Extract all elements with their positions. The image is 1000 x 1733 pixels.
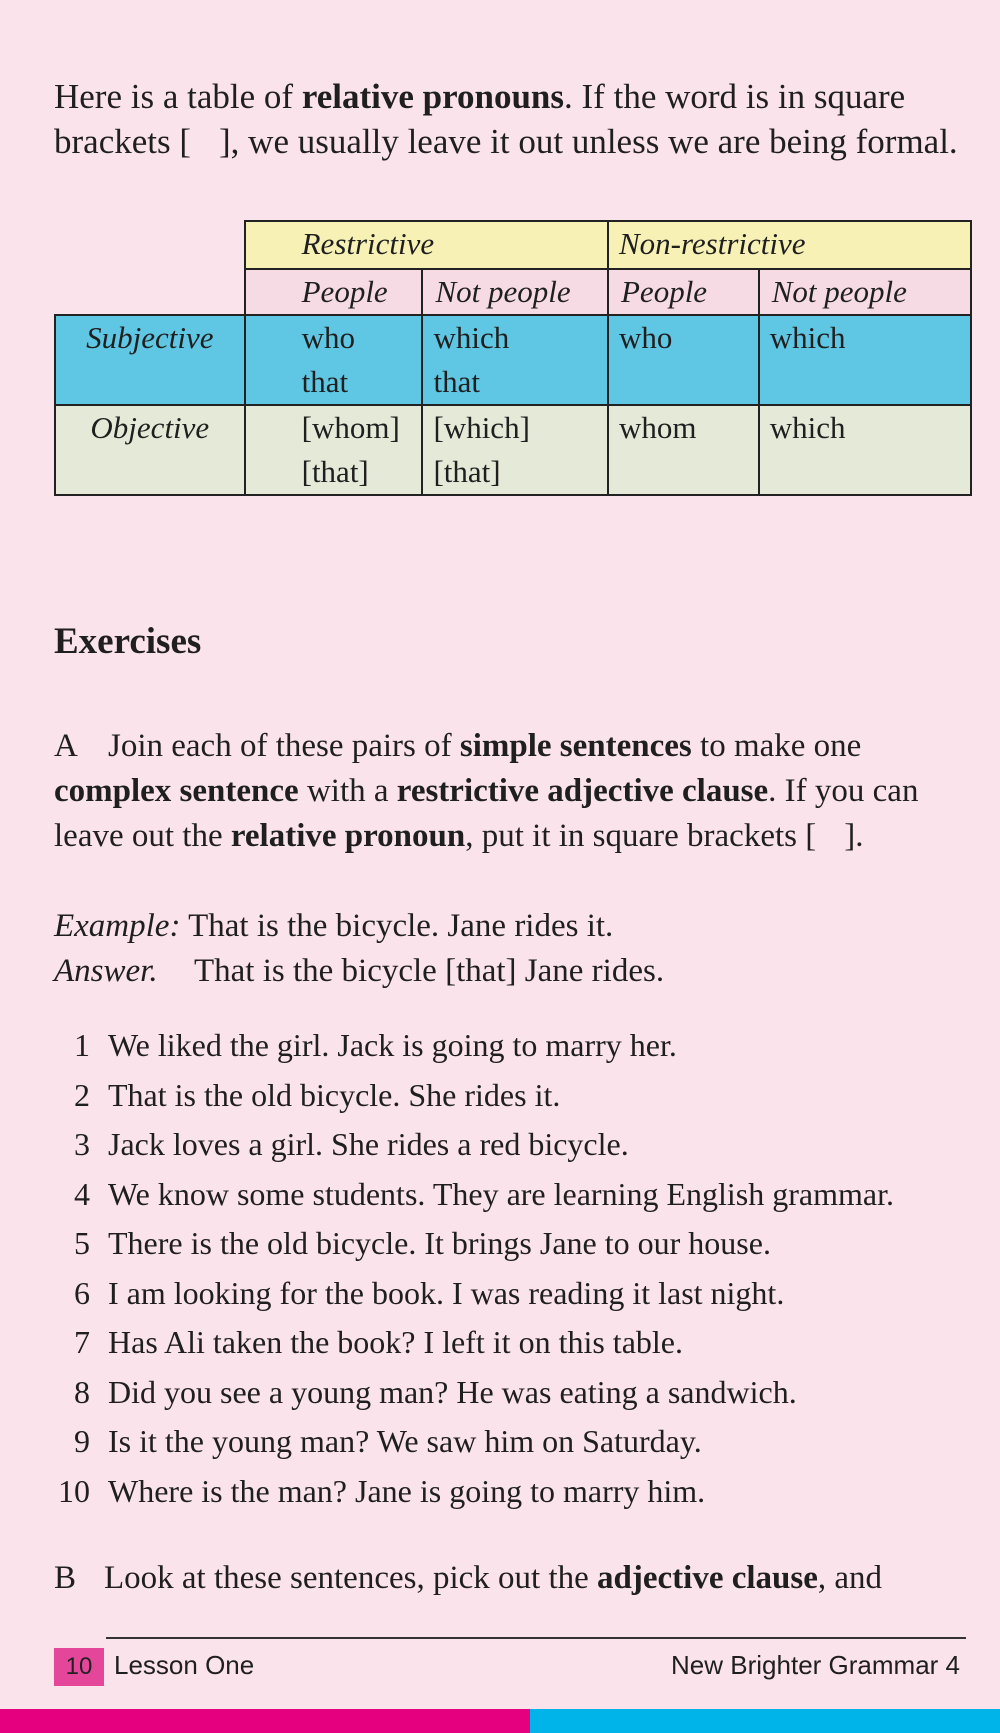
cell-text: which [769, 320, 846, 355]
instruction-bold-term: restrictive adjective clause [396, 773, 769, 809]
item-number: 6 [74, 1274, 90, 1311]
instruction-bold-term: complex sentence [54, 773, 299, 809]
item-text: That is the old bicycle. She rides it. [108, 1076, 561, 1113]
table-row-subjective [55, 315, 971, 405]
cell-text: who [619, 320, 673, 355]
table-cell [759, 315, 971, 405]
item-text: Is it the young man? We saw him on Saturday. [108, 1423, 702, 1459]
cell-text: which [433, 320, 510, 355]
table-subheader-row [55, 269, 971, 315]
item-number: 1 [74, 1027, 90, 1063]
example-text: That is the bicycle. Jane rides it. [188, 908, 614, 944]
row-label: Objective [55, 405, 245, 495]
item-text: We know some students. They are learning English grammar. [108, 1175, 894, 1212]
item-number: 4 [74, 1175, 90, 1212]
table-cell [245, 315, 423, 405]
cell-text: [that] [433, 454, 501, 489]
item-text: Jack loves a girl. She rides a red bicycle. [108, 1126, 629, 1162]
intro-text: . If the word is in square brackets [ [54, 77, 906, 161]
intro-bold-term: relative pronouns [301, 77, 565, 116]
list-item [54, 1417, 984, 1467]
item-text: Has Ali taken the book? I left it on this table. [108, 1324, 683, 1360]
item-number: 2 [74, 1076, 90, 1113]
list-item [54, 1219, 984, 1269]
subheader-people: People [608, 269, 759, 315]
footer-lesson: Lesson One [114, 1650, 255, 1680]
instruction-text: , put it in square brackets [ [465, 818, 817, 854]
footer-divider [106, 1637, 966, 1639]
subheader-not-people: Not people [422, 269, 608, 315]
footer-book-title: New Brighter Grammar 4 [671, 1650, 960, 1680]
cell-text: that [433, 364, 480, 399]
cell-text: [whom] [301, 410, 400, 445]
instruction-text: Look at these sentences, pick out the [104, 1560, 598, 1596]
item-number: 3 [74, 1126, 90, 1162]
cell-text: [that] [301, 454, 369, 489]
row-label: Subjective [55, 315, 245, 405]
section-letter: A [54, 728, 78, 764]
answer-line [54, 949, 664, 994]
instruction-text: Join each of these pairs of [108, 728, 460, 764]
footer-color-bar-cyan [530, 1709, 1000, 1733]
exercises-heading: Exercises [54, 621, 202, 662]
cell-text: [which] [433, 410, 530, 445]
list-item [54, 1318, 984, 1368]
table-cell [422, 405, 608, 495]
footer-color-bar-pink [0, 1709, 530, 1733]
intro-text: ], we usually leave it out unless we are being formal. [219, 122, 958, 161]
cell-text: that [301, 364, 349, 399]
instruction-text: with a [298, 773, 397, 809]
subheader-not-people: Not people [759, 269, 971, 315]
item-text: Did you see a young man? He was eating a sandwich. [108, 1373, 797, 1410]
instruction-text: to make one [691, 728, 862, 764]
answer-label: Answer. [54, 953, 158, 989]
intro-paragraph [54, 74, 974, 164]
item-number: 8 [74, 1373, 90, 1410]
table-cell [422, 315, 608, 405]
exercise-a-instructions [54, 724, 979, 859]
list-item [54, 1368, 984, 1418]
table-cell [245, 405, 423, 495]
item-number: 10 [58, 1472, 90, 1509]
table-cell [608, 405, 759, 495]
list-item [54, 1467, 984, 1517]
section-letter: B [54, 1560, 77, 1596]
table-row-objective [55, 405, 971, 495]
exercise-b-instructions [54, 1556, 984, 1601]
relative-pronouns-table [54, 220, 972, 496]
exercise-a-list [54, 1021, 984, 1516]
table-cell [608, 315, 759, 405]
page-number-badge: 10 [54, 1648, 104, 1686]
intro-text: Here is a table of [54, 77, 302, 116]
list-item [54, 1120, 984, 1170]
instruction-bold-term: adjective clause [597, 1560, 818, 1596]
table-header-row [55, 221, 971, 269]
item-text: We liked the girl. Jack is going to marry her. [108, 1027, 677, 1063]
instruction-bold-term: relative pronoun [230, 818, 466, 854]
example-line [54, 904, 664, 949]
header-restrictive: Restrictive [245, 221, 608, 269]
instruction-bold-term: simple sentences [459, 728, 692, 764]
table-corner [55, 221, 245, 269]
cell-text: who [301, 320, 356, 355]
list-item [54, 1269, 984, 1319]
cell-text: which [769, 410, 846, 445]
subheader-people: People [245, 269, 423, 315]
table-cell [759, 405, 971, 495]
cell-text: whom [619, 410, 697, 445]
table-corner [55, 269, 245, 315]
list-item [54, 1021, 984, 1071]
example-label: Example: [54, 908, 181, 944]
list-item [54, 1170, 984, 1220]
item-number: 7 [74, 1324, 90, 1360]
item-text: Where is the man? Jane is going to marry him. [108, 1472, 706, 1509]
instruction-text: ]. [844, 818, 864, 854]
answer-text: That is the bicycle [that] Jane rides. [194, 953, 665, 989]
item-number: 9 [74, 1423, 90, 1459]
example-block [54, 904, 664, 994]
instruction-text: , and [817, 1560, 883, 1596]
header-non-restrictive: Non-restrictive [608, 221, 971, 269]
item-text: I am looking for the book. I was reading it last night. [108, 1274, 785, 1311]
item-number: 5 [74, 1225, 90, 1261]
list-item [54, 1071, 984, 1121]
instruction-text: . If you can leave out the [54, 773, 919, 854]
item-text: There is the old bicycle. It brings Jane to our house. [108, 1225, 771, 1261]
